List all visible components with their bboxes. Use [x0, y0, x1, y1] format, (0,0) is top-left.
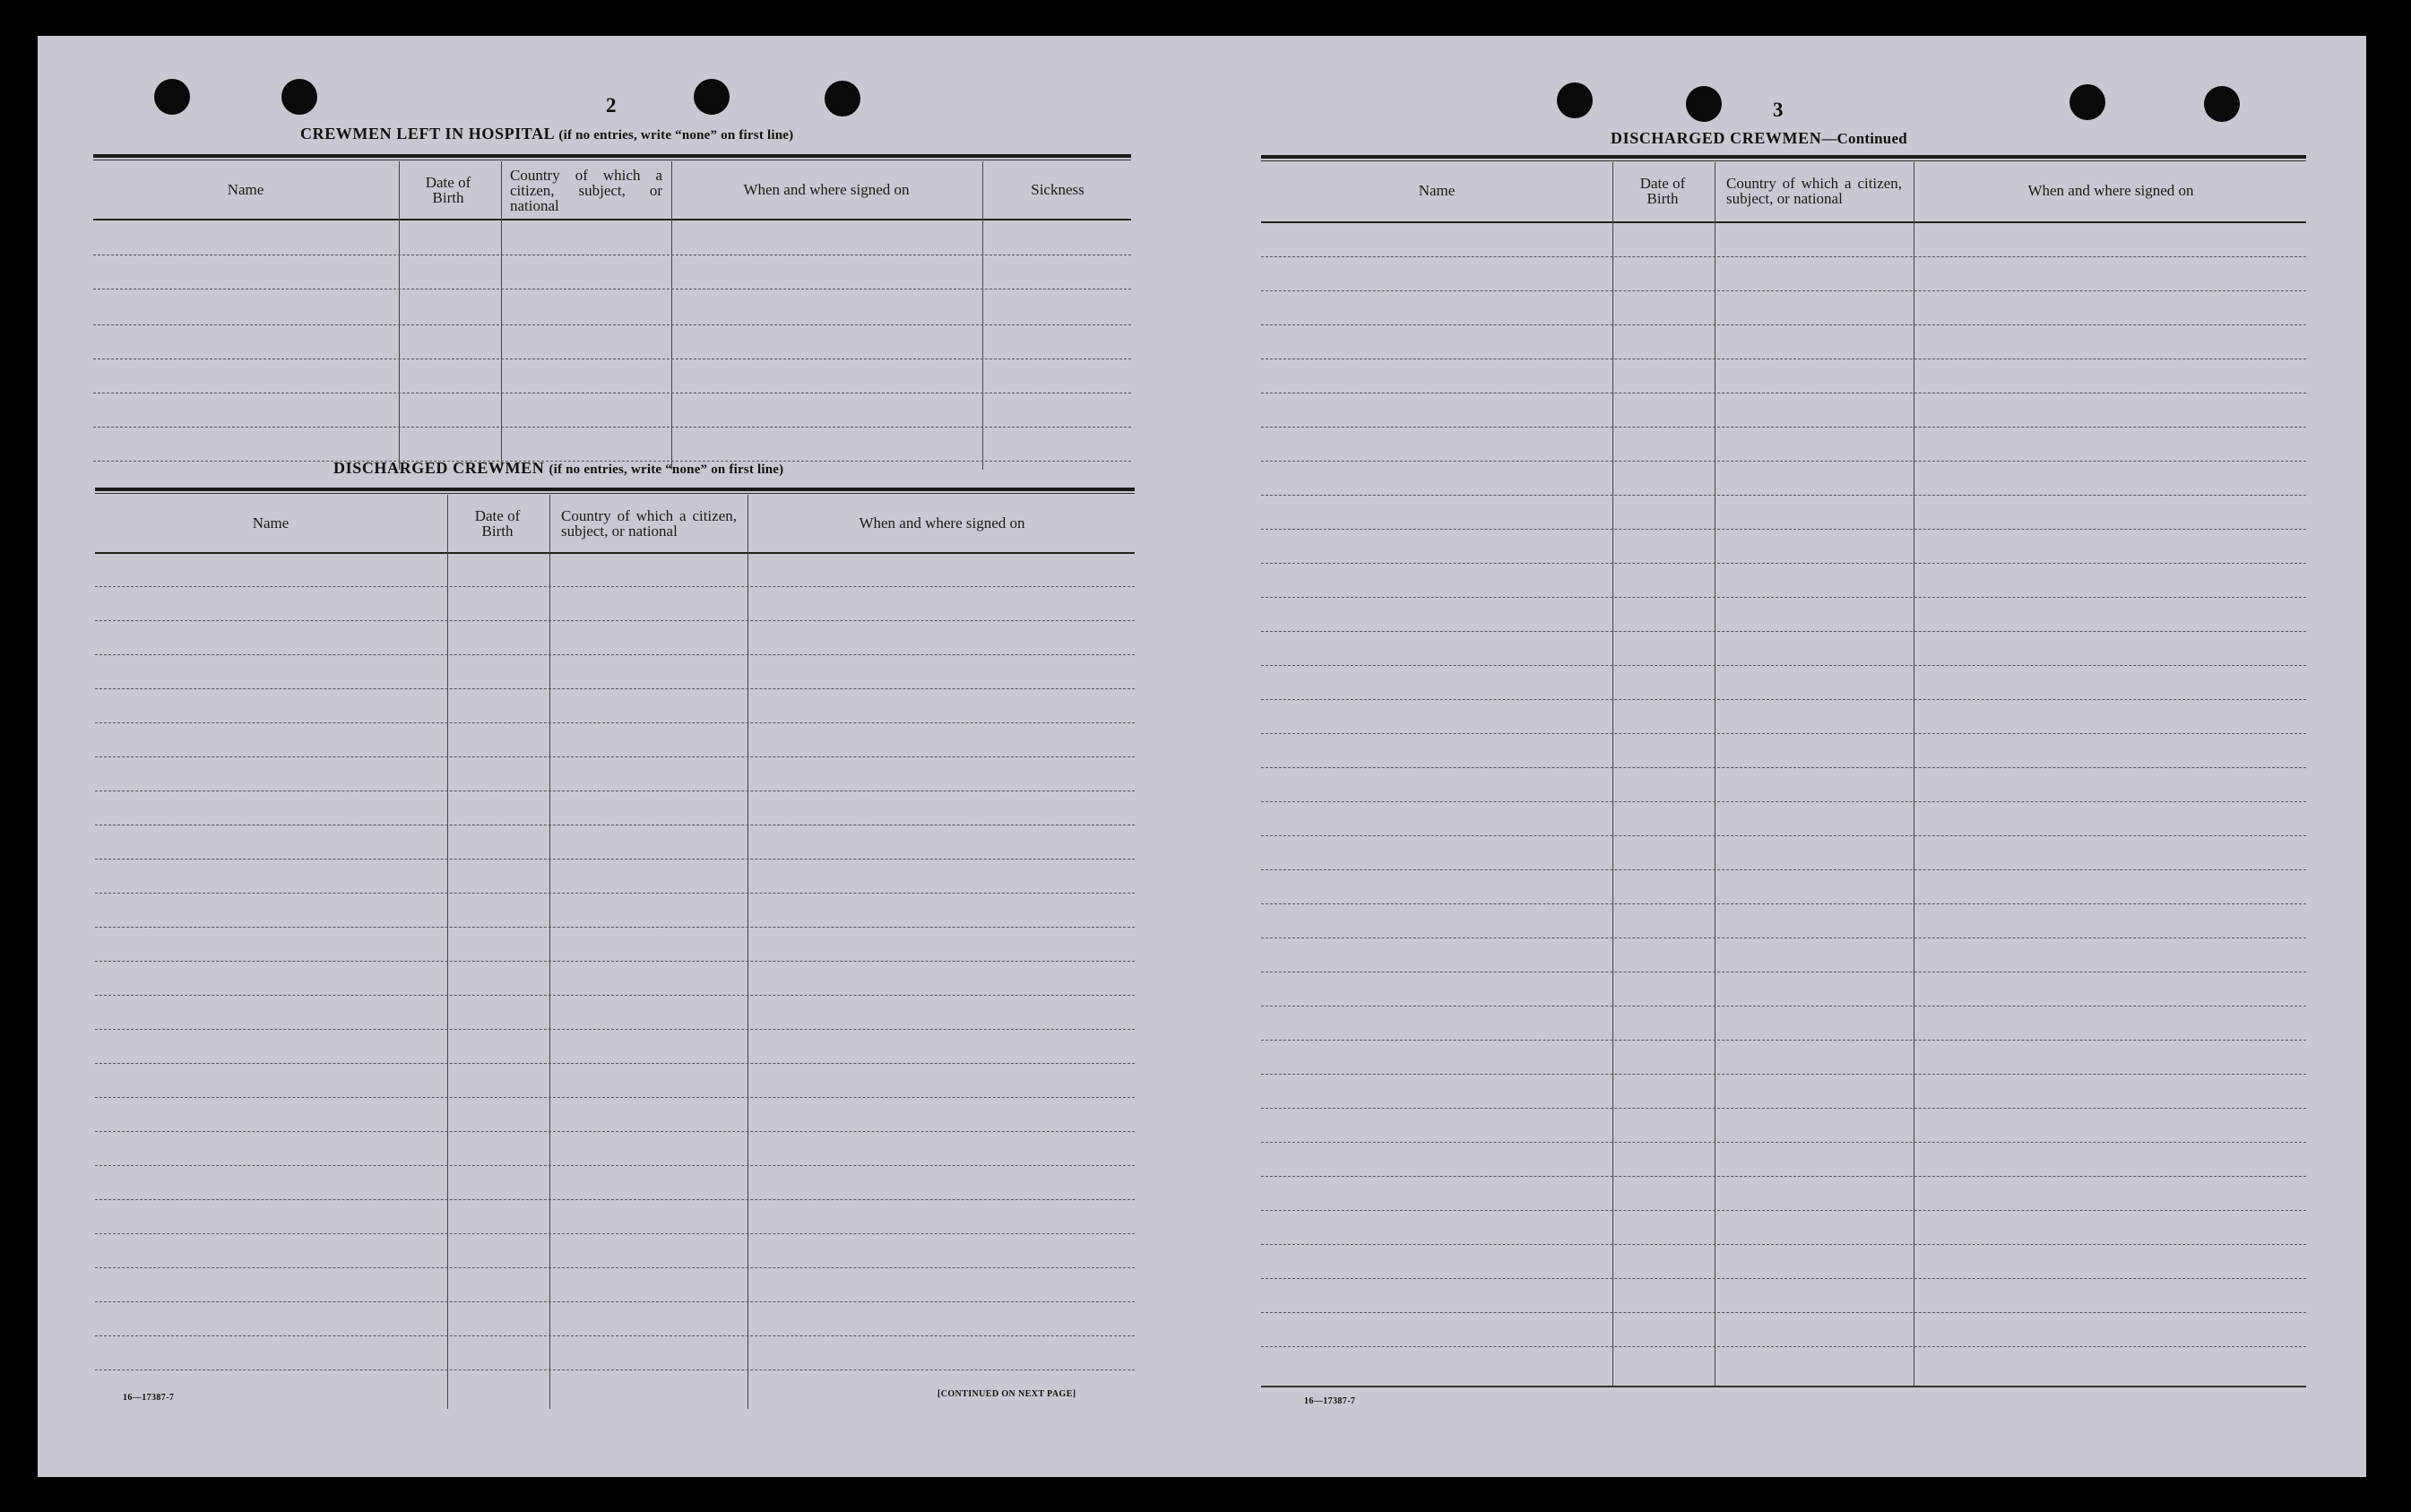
blank-entry-line — [95, 1063, 1135, 1064]
blank-entry-line — [1261, 699, 2306, 700]
blank-entry-line — [1261, 631, 2306, 632]
blank-entry-line — [1261, 597, 2306, 598]
col-date-of-birth: Date of Birth — [1639, 175, 1686, 207]
blank-entry-line — [1261, 733, 2306, 734]
punch-hole — [2070, 84, 2105, 120]
page-number: 2 — [606, 94, 617, 117]
blank-entry-line — [1261, 324, 2306, 325]
col-signed-on: When and where signed on — [743, 180, 910, 198]
blank-entry-line — [1261, 495, 2306, 496]
discharged-continued-title — [1611, 129, 1907, 148]
punch-hole — [281, 79, 317, 115]
blank-entry-line — [1261, 427, 2306, 428]
blank-entry-line — [95, 859, 1135, 860]
col-sickness: Sickness — [1031, 180, 1085, 198]
col-signed-on: When and where signed on — [859, 514, 1025, 531]
blank-entry-line — [1261, 937, 2306, 938]
punch-hole — [154, 79, 190, 115]
hospital-title: CREWMEN LEFT IN HOSPITAL — [300, 125, 555, 143]
blank-entry-line — [1261, 1108, 2306, 1109]
blank-entry-line — [95, 1335, 1135, 1336]
continued-note: [CONTINUED ON NEXT PAGE] — [938, 1389, 1076, 1399]
blank-entry-line — [1261, 1142, 2306, 1143]
blank-entry-line — [95, 586, 1135, 587]
col-signed-on: When and where signed on — [2027, 181, 2194, 199]
blank-entry-line — [95, 1199, 1135, 1200]
hospital-note: (if no entries, write “none” on first line) — [558, 128, 794, 143]
blank-entry-line — [1261, 1006, 2306, 1007]
blank-entry-line — [95, 1097, 1135, 1098]
blank-entry-line — [95, 927, 1135, 928]
discharged-table — [95, 488, 1135, 1413]
blank-entry-line — [1261, 563, 2306, 564]
blank-entry-line — [1261, 767, 2306, 768]
blank-entry-line — [1261, 461, 2306, 462]
blank-entry-line — [95, 1233, 1135, 1234]
blank-entry-line — [95, 654, 1135, 655]
discharged-title: DISCHARGED CREWMEN — [333, 459, 545, 477]
col-date-of-birth: Date of Birth — [425, 174, 471, 206]
form-number: 16—17387-7 — [1304, 1396, 1356, 1406]
blank-entry-line — [95, 995, 1135, 996]
punch-hole — [694, 79, 730, 115]
page-3 — [1202, 36, 2366, 1477]
blank-entry-line — [1261, 1346, 2306, 1347]
blank-entry-line — [1261, 869, 2306, 870]
blank-entry-line — [1261, 529, 2306, 530]
blank-entry-line — [95, 620, 1135, 621]
blank-entry-line — [1261, 1244, 2306, 1245]
hospital-section-title — [300, 125, 793, 143]
col-name: Name — [252, 514, 289, 531]
blank-entry-line — [95, 1029, 1135, 1030]
punch-hole — [2204, 86, 2240, 122]
col-name: Name — [1418, 181, 1456, 199]
blank-entry-line — [1261, 290, 2306, 291]
blank-entry-line — [95, 756, 1135, 757]
discharged-section-title — [333, 459, 783, 478]
blank-entry-line — [95, 1165, 1135, 1166]
blank-entry-line — [1261, 903, 2306, 904]
discharged-continued-table — [1261, 155, 2306, 1387]
blank-entry-line — [95, 688, 1135, 689]
col-country: Country of which a citizen, subject, or national — [1726, 175, 1902, 207]
blank-entry-line — [95, 1369, 1135, 1370]
title: DISCHARGED CREWMEN — [1611, 129, 1822, 147]
form-sheet — [38, 36, 2366, 1477]
blank-entry-line — [95, 722, 1135, 723]
punch-hole — [825, 81, 860, 117]
blank-entry-line — [1261, 1074, 2306, 1075]
blank-entry-line — [95, 1301, 1135, 1302]
blank-entry-line — [1261, 835, 2306, 836]
blank-entry-line — [1261, 1040, 2306, 1041]
punch-hole — [1686, 86, 1722, 122]
col-name: Name — [227, 180, 264, 198]
blank-entry-line — [1261, 801, 2306, 802]
discharged-note: (if no entries, write “none” on first line) — [549, 462, 784, 477]
page-number: 3 — [1773, 99, 1784, 121]
blank-entry-line — [1261, 665, 2306, 666]
col-country: Country of which a citizen, subject, or national — [561, 507, 737, 540]
blank-entry-line — [95, 1267, 1135, 1268]
title-suffix: —Continued — [1821, 130, 1907, 147]
page-2 — [38, 36, 1194, 1477]
blank-entry-line — [95, 893, 1135, 894]
blank-entry-line — [1261, 1176, 2306, 1177]
blank-entry-line — [1261, 1312, 2306, 1313]
hospital-table — [93, 154, 1131, 470]
blank-entry-line — [1261, 1278, 2306, 1279]
col-country: Country of which a citizen, subject, or national — [510, 166, 662, 214]
blank-entry-line — [95, 1131, 1135, 1132]
form-number: 16—17387-7 — [123, 1393, 175, 1403]
blank-entry-line — [1261, 1210, 2306, 1211]
col-date-of-birth: Date of Birth — [474, 507, 521, 540]
blank-entry-line — [95, 961, 1135, 962]
punch-hole — [1557, 82, 1593, 118]
blank-entry-line — [1261, 256, 2306, 257]
